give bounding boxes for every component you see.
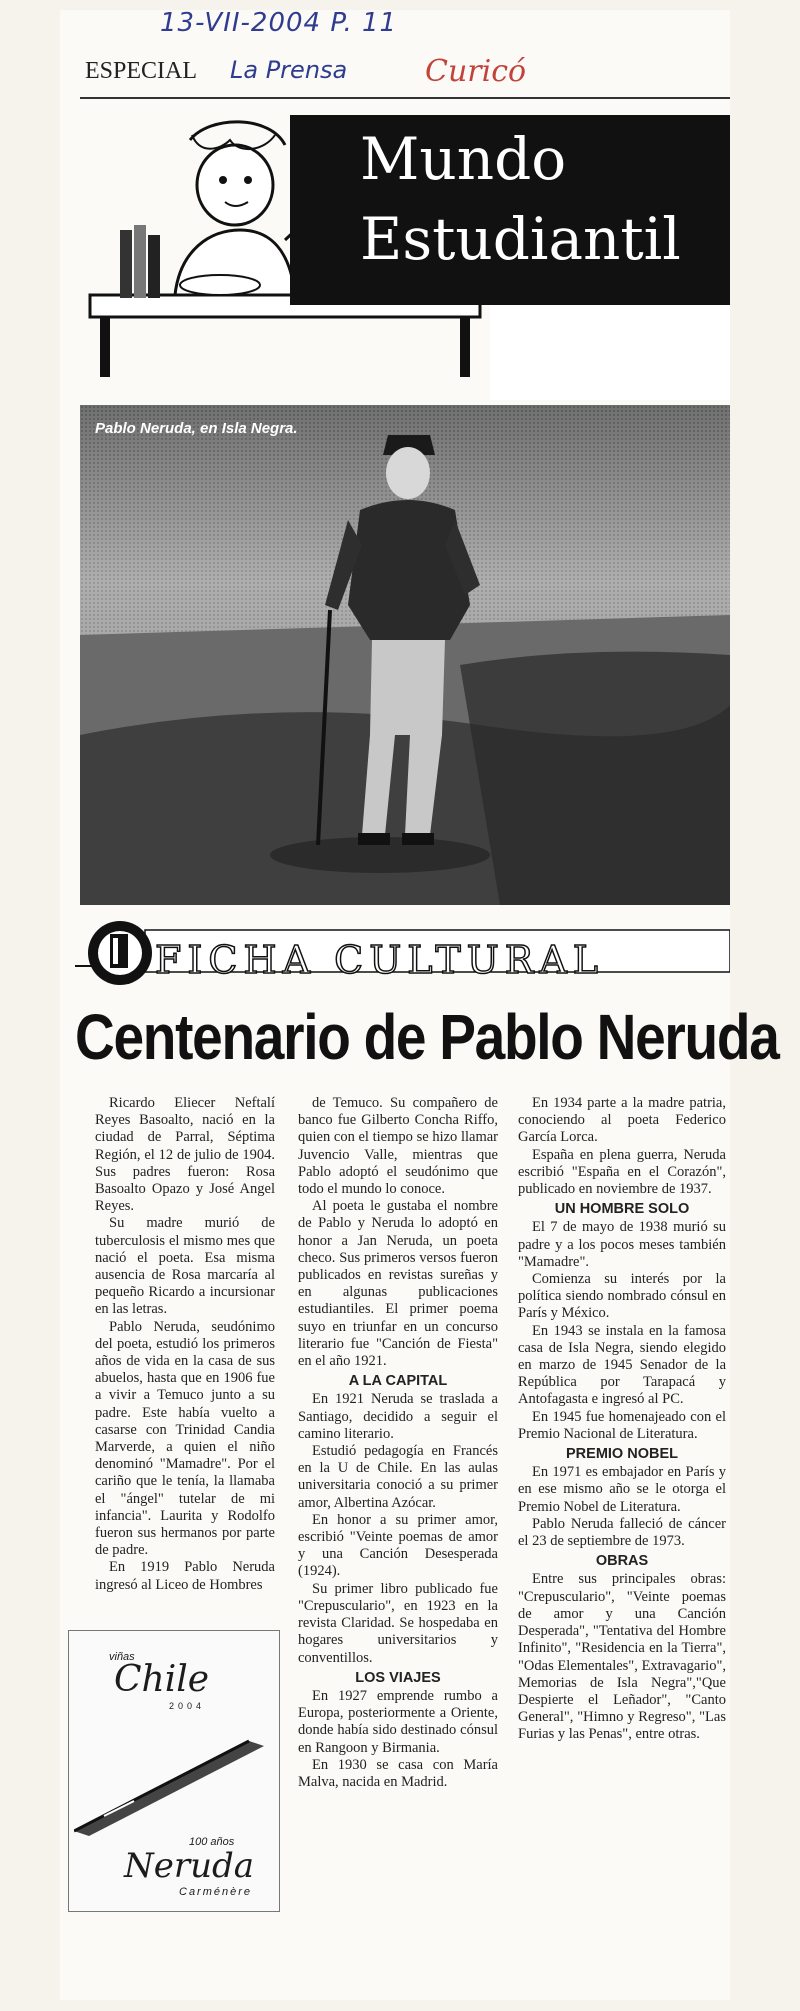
paragraph: Al poeta le gustaba el nombre de Pablo y Neruda lo adoptó en honor a Jan Neruda, un poeta checo. Sus primeros versos fueron publicados en revistas sureñas y en algunas publicaciones estudiantiles. El primer poema suyo en triunfar en un concurso literario fue "Canción de Fiesta" en el año 1921. xyxy=(298,1198,498,1370)
banner-title-line1: Mundo xyxy=(360,125,567,193)
paragraph: En 1919 Pablo Neruda ingresó al Liceo de Hombres xyxy=(95,1559,275,1593)
ficha-cultural-title: FICHA CULTURAL xyxy=(155,938,605,982)
paragraph: En honor a su primer amor, escribió "Veinte poemas de amor y una Canción Desesperada (1924). xyxy=(298,1511,498,1580)
subheading: UN HOMBRE SOLO xyxy=(554,1201,690,1218)
sweater xyxy=(348,500,470,640)
handwritten-paper-name: La Prensa xyxy=(230,56,348,84)
paragraph: En 1921 Neruda se traslada a Santiago, decidido a seguir el camino literario. xyxy=(298,1391,498,1442)
article-column-1 xyxy=(95,1095,275,1594)
paragraph: En 1943 se instala en la famosa casa de Isla Negra, siendo elegido en marzo de 1945 Senador de la República por Tarapacá y Antofagasta e ingresó al PC. xyxy=(518,1322,726,1408)
ad-variety: Carménère xyxy=(179,1886,253,1898)
paragraph: En 1945 fue homenajeado con el Premio Nacional de Literatura. xyxy=(518,1408,726,1442)
article-column-3 xyxy=(518,1095,726,1744)
article-column-2 xyxy=(298,1095,498,1791)
ad-product-name: Neruda xyxy=(124,1846,255,1886)
header-rule xyxy=(80,97,730,99)
neruda-photo xyxy=(80,405,730,905)
paragraph: Estudió pedagogía en Francés en la U de Chile. En las aulas universitaria conoció a su primer amor, Albertina Azócar. xyxy=(298,1443,498,1511)
ad-brand-prefix: viñas xyxy=(109,1651,135,1663)
paragraph: Pablo Neruda, seudónimo del poeta, estudió los primeros años de vida en la casa de sus abuelos, hasta que en 1906 fue a vivir a Temuco junto a su padre. Este había vuelto a casarse con Trinidad Candia Marverde, a quien el niño denominó "Mamadre". Por el cariño que le tenía, la llamaba el "ángel" tutelar de mi infancia". Laurita y Rodolfo fueron sus hermanos por parte de padre. xyxy=(95,1318,275,1559)
paragraph: El 7 de mayo de 1938 murió su padre y a los pocos meses también "Mamadre". xyxy=(518,1219,726,1270)
ad-year: 2004 xyxy=(169,1701,206,1711)
subheading: A LA CAPITAL xyxy=(348,1373,448,1390)
banner-title-line2: Estudiantil xyxy=(360,205,681,273)
paragraph: Comienza su interés por la política siendo nombrado cónsul en París y México. xyxy=(518,1271,726,1322)
subheading: LOS VIAJES xyxy=(355,1669,441,1686)
paragraph: de Temuco. Su compañero de banco fue Gilberto Concha Riffo, quien con el tiempo se hizo llamar Juvencio Valle, mientras que Pablo adoptó el seudónimo que todo el mundo lo conoce. xyxy=(298,1095,498,1198)
ad-brand: Chile xyxy=(114,1659,210,1700)
handwritten-date: 13-VII-2004 P. 11 xyxy=(160,8,398,38)
paragraph: Entre sus principales obras: "Crepusculario", "Veinte poemas de amor y una Canción Desperada", "Tentativa del Hombre Infinito", "Residencia en la Tierra", "Odas Elementales", Extravagario", Memorias de Isla Negra","Que Despierte el Leñador", "Canto General", "Himno y Regreso", "Las Furias y las Penas", entre otras. xyxy=(518,1571,726,1743)
handwritten-city-note: Curicó xyxy=(425,54,527,89)
book xyxy=(134,225,146,298)
paragraph: En 1927 emprende rumbo a Europa, posteriormente a Oriente, donde había sido destinado cónsul en Rangoon y Birmania. xyxy=(298,1687,498,1756)
paragraph: España en plena guerra, Neruda escribió "España en el Corazón", publicado en noviembre de 1937. xyxy=(518,1146,726,1198)
wine-advertisement xyxy=(68,1630,280,1912)
book xyxy=(120,230,132,298)
subheading: OBRAS xyxy=(595,1553,649,1570)
teacher-head xyxy=(197,145,273,225)
paragraph: Ricardo Eliecer Neftalí Reyes Basoalto, nació en la ciudad de Parral, Séptima Región, el 12 de julio de 1904. Sus padres fueron: Rosa Basoalto Opazo y José Angel Reyes. xyxy=(95,1095,275,1215)
photo-caption: Pablo Neruda, en Isla Negra. xyxy=(95,420,298,437)
book xyxy=(148,235,160,298)
paragraph: En 1971 es embajador en París y en ese mismo año se le otorga el Premio Nobel de Literatura. xyxy=(518,1464,726,1515)
desk-leg xyxy=(460,317,470,377)
desk-leg xyxy=(100,317,110,377)
paragraph: En 1934 parte a la madre patria, conociendo al poeta Federico García Lorca. xyxy=(518,1095,726,1146)
section-label: ESPECIAL xyxy=(85,58,198,84)
paper-sheet xyxy=(180,275,260,295)
paragraph: Su primer libro publicado fue "Crepusculario", en 1923 en la revista Claridad. Se hospedaba en hogares universitarios y conventillos. xyxy=(298,1580,498,1666)
paragraph: Pablo Neruda falleció de cáncer el 23 de septiembre de 1973. xyxy=(518,1515,726,1550)
subheading: PREMIO NOBEL xyxy=(566,1446,678,1463)
blank-corner xyxy=(490,305,730,400)
ad-anniversary: 100 años xyxy=(189,1836,235,1848)
paragraph: En 1930 se casa con María Malva, nacida en Madrid. xyxy=(298,1756,498,1790)
wine-bottle-graphic xyxy=(74,1726,274,1836)
paragraph: Su madre murió de tuberculosis el mismo mes que nació el poeta. Esa misma ausencia de Rosa marcaría al pequeño Ricardo a incursionar en las letras. xyxy=(95,1215,275,1318)
article-headline: Centenario de Pablo Neruda xyxy=(75,1001,779,1073)
